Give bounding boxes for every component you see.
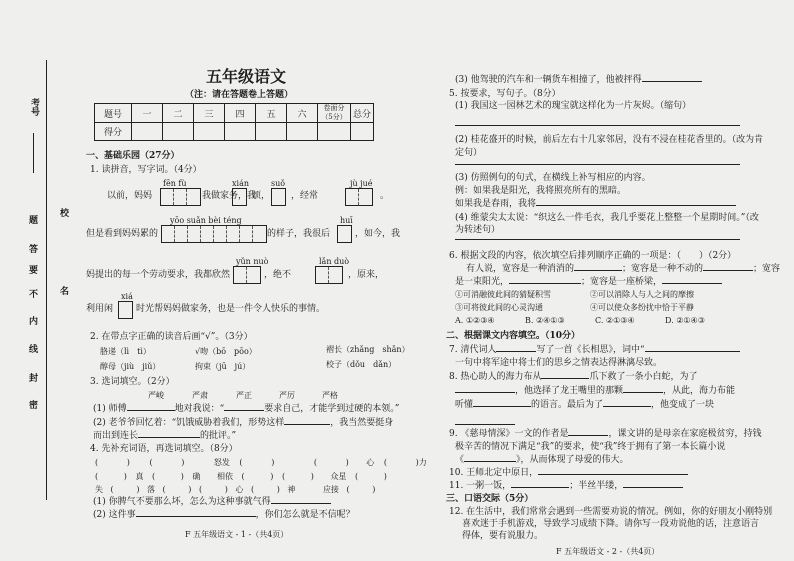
paren: ( [162,485,166,494]
char-grid[interactable] [233,266,261,284]
paren: ( [151,472,156,481]
char-grid[interactable] [271,188,286,206]
q4-prompt: 4. 先补充词语，再选词填空。（8分） [90,444,238,454]
answer-note: （注：请在答题卷上答题） [185,90,294,100]
q3-word: 严正 [236,391,252,400]
q3-word: 严厉 [279,391,295,400]
q3-sentence [93,404,399,414]
idiom-char: 落 [146,485,155,494]
char-grid[interactable] [337,225,352,243]
q6-prompt: 6. 根据文段的内容，依次填空后排列顺序正确的一项是：（ ）（2分） [449,251,737,261]
q4-sentence [93,497,331,507]
q5-4: (4) 维蒙尖太太说：“织这么一件毛衣，我几乎要花上整整一个星期时间。”（改 [455,213,759,223]
q9-line-2: 极辛苦的情况下满足“我”的要求，使“我”终于拥有了第一本长篇小说 [455,442,726,452]
paren: ) [310,472,314,481]
page-title: 五年级语文 [206,67,287,86]
paren: ( [239,458,243,467]
idiom-char: 怒发 [213,458,230,467]
q2-item[interactable]: 醇母（jiù jiǔ） [100,362,161,371]
paren: ) [181,458,185,467]
q6-text: 有人说，宽容是一种消消的 [466,264,575,274]
paren: ) [372,485,376,494]
paren: ( [110,485,114,494]
char-grid[interactable] [315,266,343,284]
school-mark: 校 [60,209,70,219]
answer-blank[interactable] [603,406,651,407]
answer-blank[interactable] [623,392,663,393]
q8-text: 听懂 [455,400,474,410]
notice-char-1: 题 [29,216,39,226]
answer-blank[interactable] [271,503,331,504]
q9-text: ，课文讲的是母亲在家庭极贫穷，持钱 [608,429,762,439]
answer-blank[interactable] [574,270,622,271]
pinyin: yōo suǎn bèi téng [170,216,242,225]
q4-row [95,458,427,467]
answer-blank[interactable] [473,406,531,407]
idiom-char: 众星 [330,472,347,481]
section-2-heading: 二、根据课文内容填空。（10分） [446,331,581,341]
paren: ( [346,485,350,494]
q4-sentence [93,510,355,520]
q2-item[interactable]: 胳递（lì tì） [100,347,151,356]
score-cell[interactable] [318,123,351,141]
idiom-char: 心 [366,458,375,467]
q2-item[interactable]: √吻（bō pōo） [195,347,257,356]
q2-item[interactable]: 褶长（zhǎng shǎn） [326,345,410,354]
score-header: 一 [132,104,163,123]
paren: ) [136,485,140,494]
paren: ( [281,472,286,481]
idiom-char: 心 [235,485,244,494]
notice-char-8: 密 [29,401,39,411]
idiom-char: 失 [95,485,103,494]
binding-line [46,60,47,500]
q3-word: 严肃 [192,391,208,400]
answer-blank[interactable] [511,487,569,488]
paren: ( [95,458,99,467]
q5-2: 定句） [455,148,483,158]
score-cell[interactable] [287,123,318,141]
score-cell[interactable] [194,123,225,141]
q5-3-example: 例：如果我是阳光，我将照亮所有的黑暗。 [455,186,627,196]
q1-text: 时光帮妈妈做家务，也是一件令人快乐的事情。 [136,304,326,314]
pinyin: fēn fù [163,179,187,188]
q6-option: ②可以消除人与人之间的摩擦 [590,290,694,299]
q4-2-text: ，你们怎么就是不信呢？ [255,510,355,520]
answer-blank[interactable] [642,81,702,82]
q5-1: (1) 我国这一园林艺术的瑰宝就这样化为一片灰烬。（缩句） [455,101,692,111]
q3-word: 严峻 [148,391,164,400]
q6-choice-a[interactable]: A. ①②③④ [455,316,495,325]
answer-line[interactable] [455,239,740,240]
q7-line-2: 一句中将军途中将士们的思乡之情表达得淋漓尽致。 [455,358,663,368]
answer-blank[interactable] [623,487,683,488]
q4-row [95,485,375,494]
idiom-char: 神 [287,485,296,494]
q1-text: 的样子，我很后 [267,229,331,239]
q3-2-text: ，我当然要挺身 [330,418,394,428]
q12: 得体，要有说服力。 [462,531,544,541]
pinyin: yǔn nuò [236,257,269,266]
q7-text: 7. 清代词人 [449,345,497,355]
q4-2-text: (2) 这件事 [93,510,136,520]
score-cell[interactable] [351,123,374,141]
q5-3: (3) 仿照例句的句式，在横线上补写相应的内容。 [455,173,651,183]
paren: ( [313,458,317,467]
q6-text: ；宽容 [753,264,781,274]
q1-text: 。 [380,191,390,201]
page-footer: F 五年级语文 - 1 -（共4页） [185,530,289,539]
q4-3-sentence [455,75,702,85]
score-cell[interactable] [256,123,287,141]
q5-prompt: 5. 按要求，写句子。（8分） [449,89,561,99]
paren: ( [149,458,153,467]
notice-char-2: 答 [29,245,39,255]
q6-option: ④可以使众多纷扰中恰于平静 [590,303,694,312]
answer-blank[interactable] [538,474,688,475]
paren: ) [270,472,274,481]
notice-char-4: 不 [29,290,39,300]
answer-blank[interactable] [645,351,740,352]
idiom-char: 确 [192,472,201,481]
q10 [449,468,688,478]
q1-text: 妈提出的每一个劳动要求，我都欣然 [86,270,231,280]
q5-2: (2) 桂花盛开的时候，前后左右十几家邻居，没有不浸在桂花香里的。（改为肯 [455,135,764,145]
q3-2-text: (2) 老爷爷回忆着：“饥饿威胁着我们，形势这样 [93,418,285,428]
q6-text: ；宽容是一座桥梁， [581,277,663,287]
name-mark: 名 [60,287,70,297]
answer-blank[interactable] [284,424,330,425]
q12: 12. 在生活中，我们常常会遇到一些需要劝说的情况。例如，你的好朋友小刚特别 [449,507,773,517]
answer-blank[interactable] [496,351,536,352]
q6-line [466,264,780,274]
q2-prompt: 2. 在带点字正确的读音后画“√”。（3分） [90,332,253,342]
paren: ) [123,472,127,481]
q6-choice-c[interactable]: C. ②①③④ [595,316,635,325]
q12: 喜欢迷于手机游戏，导致学习成绩下降。请你写一段劝说他的话，注意语言 [462,519,760,529]
q4-row [95,472,387,481]
score-header: 题号 [95,104,132,123]
q3-1-text: 要求自己，才能学到过硬的本领。” [264,404,400,414]
q1-prompt: 1. 读拼音，写字词。（4分） [90,165,202,175]
paren: ( [95,472,99,481]
section-3-heading: 三、口语交际（5分） [446,494,534,504]
pinyin: xián [232,179,249,188]
answer-line[interactable] [455,164,740,165]
q1-text: 烦， [252,191,271,201]
q3-1-text: 地对我说：“ [174,404,225,414]
score-header: 四 [225,104,256,123]
q1-text: 以前，妈妈 [107,191,153,201]
paren: ) [180,472,184,481]
q6-line [455,277,722,287]
paren: )力 [415,458,427,467]
q1-text: ，如今，我 [355,229,401,239]
q9-text: 9. 《慈母情深》一文的作者是 [449,429,569,439]
answer-line[interactable] [455,424,515,425]
section-1-heading: 一、基础乐园（27分） [86,151,180,161]
score-cell[interactable] [163,123,194,141]
q5-3-text: 如果我是春雨，我将 [455,199,537,209]
q11 [449,481,683,491]
paren: ) [224,485,228,494]
char-grid[interactable] [161,225,267,243]
pinyin: huī [340,216,353,225]
q4-1-text: (1) 你脾气不要那么坏，怎么为这种事就气得 [93,497,271,507]
score-header: 总分 [351,104,374,123]
q8 [449,372,697,382]
pinyin: jù jué [350,179,373,188]
q1-text: ，原来， [348,270,385,280]
q3-sentence [93,431,236,441]
q9 [449,429,761,439]
idiom-char: 相依 [216,472,233,481]
q8-text: 的语言。最后为了 [531,400,604,410]
q6-choice-b[interactable]: B. ②④①③ [525,316,565,325]
paren: ) [126,458,130,467]
q8-line-3 [455,400,714,410]
q5-3-question [455,199,736,209]
q9-text: 》，从而体现了母爱的伟大。 [516,455,629,465]
exam-no-label: 考号 [29,98,39,116]
answer-blank[interactable] [464,461,516,462]
answer-blank[interactable] [662,283,722,284]
score-cell[interactable] [225,123,256,141]
answer-blank[interactable] [509,283,581,284]
q5-4: 为转述句） [455,225,501,235]
q8-text: ，他变成了一块 [651,400,715,410]
q8-text: 8. 热心助人的海力布从 [449,372,542,382]
q3-prompt: 3. 选词填空。（2分） [90,377,175,387]
char-grid[interactable] [118,301,133,319]
answer-blank[interactable] [703,270,753,271]
q9-text: 《 [455,455,465,465]
pinyin: lǎn duò [319,257,350,266]
pinyin: xiá [121,292,133,301]
answer-blank[interactable] [138,437,200,438]
q6-option: ③可将彼此间的心灵沟通 [455,303,543,312]
paren: ( [250,485,255,494]
score-row-label: 得分 [95,123,132,141]
notice-char-3: 要 [29,266,39,276]
score-table [94,103,374,141]
paren: ) [345,458,349,467]
paren: ( [198,485,203,494]
q1-text: 但是看到妈妈累的 [86,229,159,239]
q11-text: ；半丝半缕， [569,481,624,491]
q9-line-3 [455,455,629,465]
q3-2-text: 的批评。” [200,431,237,441]
q1-text: ，绝不 [264,270,292,280]
answer-blank[interactable] [136,516,256,517]
answer-blank[interactable] [455,392,515,393]
notice-char-6: 线 [29,345,39,355]
page-footer: F 五年级语文 - 2 -（共4页） [556,547,660,556]
notice-char-7: 封 [29,374,39,384]
q3-word: 严格 [322,391,338,400]
answer-blank[interactable] [568,435,608,436]
q6-text: 是一束阳光， [455,277,510,287]
q8-text: ，他选择了龙王嘴里的那颗 [515,386,624,396]
q6-choice-d[interactable]: D. ②①④③ [665,316,705,325]
q1-text: ，经常 [291,191,319,201]
paren: ) [383,472,387,481]
score-header: 六 [287,104,318,123]
q4-3-text: (3) 他驾驶的汽车和一辆货车相撞了，他被抨得 [455,75,642,85]
exam-no-blank [33,133,34,173]
notice-char-5: 内 [29,317,39,327]
answer-line[interactable] [455,125,740,126]
score-header: 卷面分（5分） [318,104,351,123]
answer-blank[interactable] [224,410,264,411]
char-grid[interactable] [345,188,373,206]
score-header: 三 [194,104,225,123]
q3-sentence [93,418,393,428]
paren: ) [271,458,275,467]
answer-blank[interactable] [536,205,736,206]
idiom-char: 应接 [322,485,339,494]
q3-1-text: (1) 师傅 [93,404,127,414]
answer-blank[interactable] [127,410,175,411]
q6-option: ①可消融彼此间的猜疑积雪 [455,290,551,299]
q8-line-2 [455,386,735,396]
paren: ) [276,485,280,494]
q11-text: 11. 一粥一饭， [449,481,512,491]
char-grid[interactable] [160,188,201,206]
q1-text: 我做家务，我 [202,191,257,201]
pinyin: suǒ [271,179,286,188]
q1-text: 利用闲 [86,304,114,314]
q3-2-text: 而出到连长 [93,431,139,441]
score-cell[interactable] [132,123,163,141]
q10-text: 10. 王师北定中原日， [449,468,539,478]
paren: ( [383,458,387,467]
idiom-char: 真 [135,472,144,481]
q2-item[interactable]: 校子（dǒu dǎn） [326,360,397,369]
answer-blank[interactable] [541,378,589,379]
q8-text: 爪下救了一条小白蛇，为了 [589,372,698,382]
q7-text: 写了一首《长相思》，词中“ [536,345,645,355]
q7 [449,345,740,355]
paren: ) [188,485,192,494]
q2-item[interactable]: 拘束（jū jú） [195,362,251,371]
q8-text: ，从此，海力布能 [663,386,736,396]
score-header: 二 [163,104,194,123]
q6-text: ；宽容是一种不动的 [622,264,704,274]
paren: ( [241,472,245,481]
score-header: 五 [256,104,287,123]
paren: ( [354,472,359,481]
